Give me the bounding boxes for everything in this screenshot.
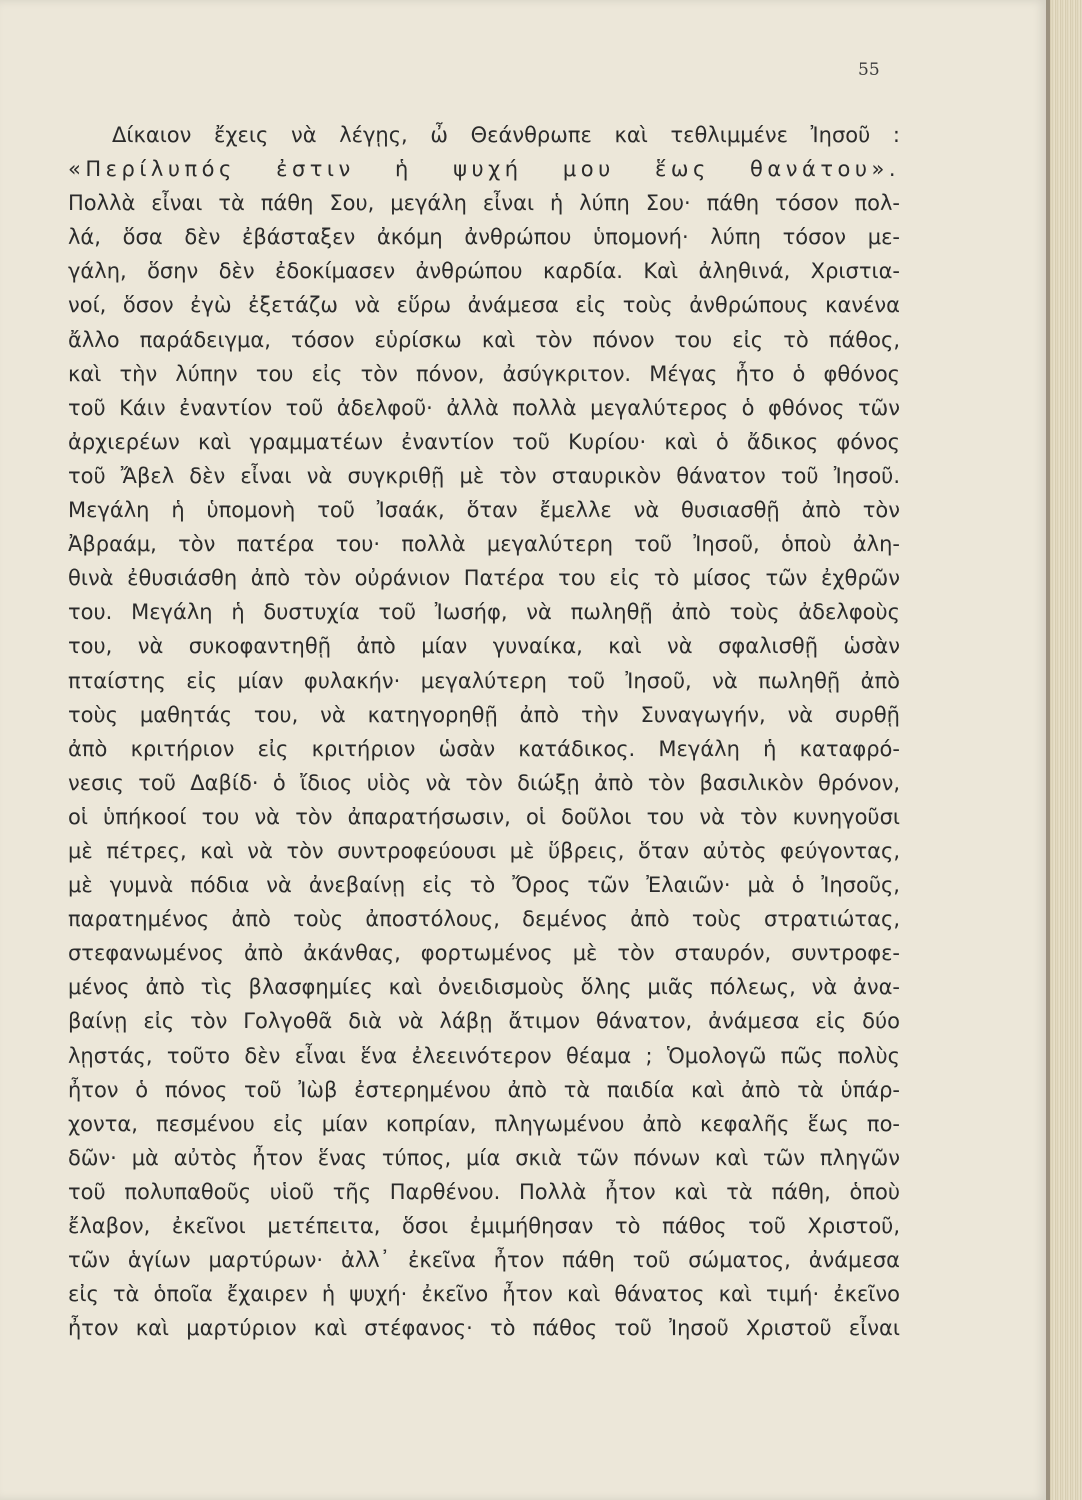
text-line: «Περίλυπός ἐστιν ἡ ψυχή μου ἕως θανάτου». — [68, 157, 900, 182]
text-line: νοί, ὅσον ἐγὼ ἐξετάζω νὰ εὕρω ἀνάμεσα εἰς τοὺς ἀνθρώπους κανένα — [68, 293, 900, 318]
text-line: Πολλὰ εἶναι τὰ πάθη Σου, μεγάλη εἶναι ἡ λύπη Σου· πάθη τόσον πολ- — [68, 191, 900, 216]
text-line: ἀρχιερέων καὶ γραμματέων ἐναντίον τοῦ Κυρίου· καὶ ὁ ἄδικος φόνος — [68, 429, 900, 454]
text-line: τοὺς μαθητάς του, νὰ κατηγορηθῇ ἀπὸ τὴν Συναγωγήν, νὰ συρθῇ — [68, 702, 900, 727]
text-line: χοντα, πεσμένου εἰς μίαν κοπρίαν, πληγωμένου ἀπὸ κεφαλῆς ἕως πο- — [68, 1111, 900, 1136]
text-line: Ἀβραάμ, τὸν πατέρα του· πολλὰ μεγαλύτερη τοῦ Ἰησοῦ, ὁποὺ ἀλη- — [68, 532, 900, 557]
text-line: τοῦ πολυπαθοῦς υἱοῦ τῆς Παρθένου. Πολλὰ ἦτον καὶ τὰ πάθη, ὁποὺ — [68, 1179, 900, 1204]
text-line: μὲ γυμνὰ πόδια νὰ ἀνεβαίνῃ εἰς τὸ Ὄρος τῶν Ἐλαιῶν· μὰ ὁ Ἰησοῦς, — [68, 873, 900, 898]
text-line: του, νὰ συκοφαντηθῇ ἀπὸ μίαν γυναίκα, καὶ νὰ σφαλισθῇ ὡσὰν — [68, 634, 900, 659]
text-line: τῶν ἁγίων μαρτύρων· ἀλλ᾽ ἐκεῖνα ἦτον πάθη τοῦ σώματος, ἀνάμεσα — [68, 1248, 900, 1273]
text-line: τοῦ Κάιν ἐναντίον τοῦ ἀδελφοῦ· ἀλλὰ πολλὰ μεγαλύτερος ὁ φθόνος τῶν — [68, 395, 900, 420]
text-line: ἦτον ὁ πόνος τοῦ Ἰὼβ ἐστερημένου ἀπὸ τὰ παιδία καὶ ἀπὸ τὰ ὑπάρ- — [68, 1077, 900, 1102]
text-line: νεσις τοῦ Δαβίδ· ὁ ἴδιος υἱὸς νὰ τὸν διώξῃ ἀπὸ τὸν βασιλικὸν θρόνον, — [68, 770, 900, 795]
text-line: θινὰ ἐθυσιάσθη ἀπὸ τὸν οὐράνιον Πατέρα του εἰς τὸ μίσος τῶν ἐχθρῶν — [68, 566, 900, 591]
text-line: ἄλλο παράδειγμα, τόσον εὑρίσκω καὶ τὸν πόνον του εἰς τὸ πάθος, — [68, 327, 900, 352]
text-line: στεφανωμένος ἀπὸ ἀκάνθας, φορτωμένος μὲ τὸν σταυρόν, συντροφε- — [68, 941, 900, 966]
text-line: Μεγάλη ἡ ὑπομονὴ τοῦ Ἰσαάκ, ὅταν ἔμελλε νὰ θυσιασθῇ ἀπὸ τὸν — [68, 498, 900, 523]
text-line: λῃστάς, τοῦτο δὲν εἶναι ἕνα ἐλεεινότερον θέαμα ; Ὁμολογῶ πῶς πολὺς — [68, 1043, 900, 1068]
text-line: ἔλαβον, ἐκεῖνοι μετέπειτα, ὅσοι ἐμιμήθησαν τὸ πάθος τοῦ Χριστοῦ, — [68, 1214, 900, 1238]
book-page-edge — [1046, 0, 1082, 1500]
text-line: δῶν· μὰ αὐτὸς ἦτον ἕνας τύπος, μία σκιὰ τῶν πόνων καὶ τῶν πληγῶν — [68, 1145, 900, 1170]
text-line: παρατημένος ἀπὸ τοὺς ἀποστόλους, δεμένος ἀπὸ τοὺς στρατιώτας, — [68, 907, 900, 932]
text-line: ἀπὸ κριτήριον εἰς κριτήριον ὡσὰν κατάδικος. Μεγάλη ἡ καταφρό- — [68, 736, 900, 761]
text-line: εἰς τὰ ὁποῖα ἔχαιρεν ἡ ψυχή· ἐκεῖνο ἦτον καὶ θάνατος καὶ τιμή· ἐκεῖνο — [68, 1282, 900, 1307]
text-line: μὲ πέτρες, καὶ νὰ τὸν συντροφεύουσι μὲ ὕβρεις, ὅταν αὐτὸς φεύγοντας, — [68, 838, 900, 863]
text-line: βαίνῃ εἰς τὸν Γολγοθᾶ διὰ νὰ λάβῃ ἄτιμον θάνατον, ἀνάμεσα εἰς δύο — [68, 1009, 900, 1034]
body-text — [68, 118, 900, 1345]
text-line: Δίκαιον ἔχεις νὰ λέγῃς, ὦ Θεάνθρωπε καὶ τεθλιμμένε Ἰησοῦ : — [112, 123, 900, 147]
text-line: μένος ἀπὸ τὶς βλασφημίες καὶ ὀνειδισμοὺς ὅλης μιᾶς πόλεως, νὰ ἀνα- — [68, 975, 900, 1000]
text-line: οἱ ὑπήκοοί του νὰ τὸν ἀπαρατήσωσιν, οἱ δοῦλοι του νὰ τὸν κυνηγοῦσι — [68, 804, 900, 829]
text-line: ἦτον καὶ μαρτύριον καὶ στέφανος· τὸ πάθος τοῦ Ἰησοῦ Χριστοῦ εἶναι — [68, 1316, 900, 1341]
page-number: 55 — [858, 60, 880, 80]
text-line: καὶ τὴν λύπην του εἰς τὸν πόνον, ἀσύγκριτον. Μέγας ἦτο ὁ φθόνος — [68, 361, 900, 386]
text-line: του. Μεγάλη ἡ δυστυχία τοῦ Ἰωσήφ, νὰ πωληθῇ ἀπὸ τοὺς ἀδελφοὺς — [68, 600, 900, 625]
text-line: πταίστης εἰς μίαν φυλακήν· μεγαλύτερη τοῦ Ἰησοῦ, νὰ πωληθῇ ἀπὸ — [68, 668, 900, 693]
text-line: λά, ὅσα δὲν ἐβάσταξεν ἀκόμη ἀνθρώπου ὑπομονή· λύπη τόσον με- — [68, 225, 900, 250]
text-line: τοῦ Ἄβελ δὲν εἶναι νὰ συγκριθῇ μὲ τὸν σταυρικὸν θάνατον τοῦ Ἰησοῦ. — [68, 463, 900, 488]
text-line: γάλη, ὅσην δὲν ἐδοκίμασεν ἀνθρώπου καρδία. Καὶ ἀληθινά, Χριστια- — [68, 259, 900, 284]
